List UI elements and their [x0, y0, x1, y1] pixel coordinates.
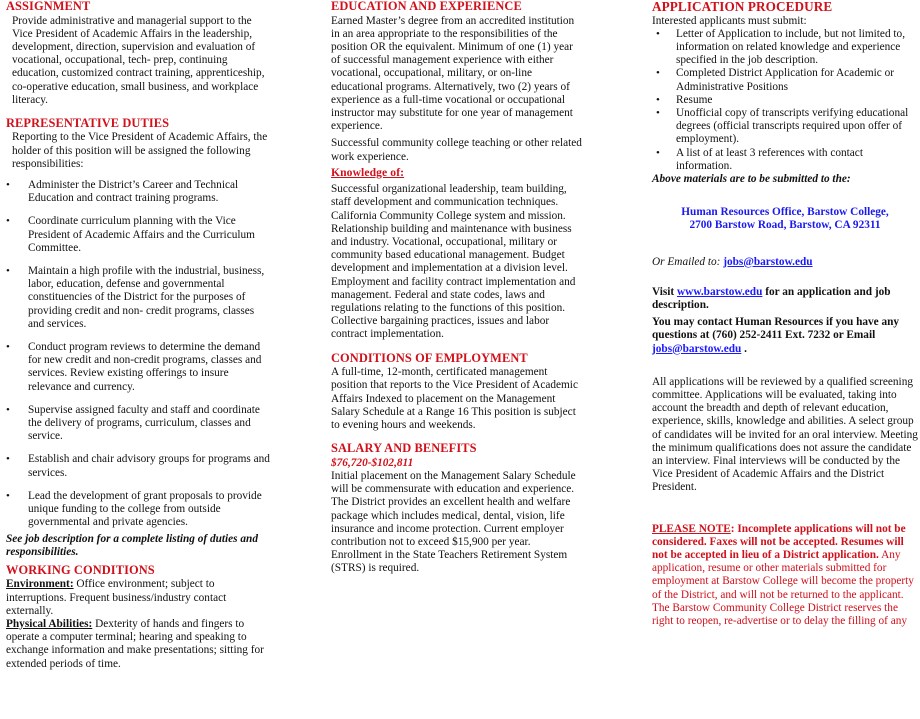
list-item: • Completed District Application for Academic or Administrative Positions: [652, 67, 918, 93]
physical-label: Physical Abilities:: [6, 618, 93, 631]
duties-note: See job description for a complete listing of duties and responsibilities.: [6, 532, 258, 558]
duties-intro: Reporting to the Vice President of Academic Affairs, the holder of this position will be assigned the following responsibilities:: [12, 131, 268, 170]
assignment-text: Provide administrative and managerial support to the Vice President of Academic Affairs in the leadership, development, direction, supervision and evaluation of vocational, occupational, tech- prep, continuing education, customized contract training, apprenticeship, co-operative education, small business, and workplace literacy.: [12, 14, 265, 106]
list-item: • Conduct program reviews to determine the demand for new credit and non-credit programs, classes and services. Review existing offerings to insure relevance and currency.: [6, 341, 272, 394]
procedure-list: [652, 28, 918, 173]
please-note-paragraph: [652, 523, 918, 629]
knowledge-heading: Knowledge of:: [331, 165, 405, 179]
list-item: • Unofficial copy of transcripts verifying educational degrees (official transcripts required upon offer of employment).: [652, 107, 918, 147]
column-middle: [331, 0, 583, 576]
duties-heading: REPRESENTATIVE DUTIES: [6, 115, 170, 130]
email-prefix: Or Emailed to:: [652, 255, 724, 268]
address-line-2: 2700 Barstow Road, Barstow, CA 92311: [689, 219, 881, 232]
submit-note: Above materials are to be submitted to the:: [652, 172, 851, 185]
assignment-heading: ASSIGNMENT: [6, 0, 91, 13]
visit-paragraph: [652, 286, 918, 312]
contact-paragraph: [652, 316, 918, 356]
list-item: • Letter of Application to include, but not limited to, information on related knowledge and experience specified in the job description.: [652, 28, 918, 68]
environment-label: Environment:: [6, 578, 74, 591]
visit-suffix: for an application and job description.: [652, 285, 891, 311]
please-note-text: Any application, resume or other materials submitted for employment at Barstow College will become the property of the District, and will not be returned to the applicant. The Barstow Community College District reserves the right to reopen, re-advertise or to delay the filling of any: [652, 549, 914, 628]
website-link[interactable]: www.barstow.edu: [677, 285, 763, 298]
list-item: • Lead the development of grant proposals to provide unique funding to the college from outside governmental and private agencies.: [6, 490, 272, 530]
salary-text: Initial placement on the Management Salary Schedule will be commensurate with education and experience. The District provides an excellent health and welfare package which includes medical, dental, vision, life insurance and income protection. Current employer contribution not to exceed $15,900 per year. Enrollment in the State Teachers Retirement System (STRS) is required.: [331, 469, 576, 575]
education-heading: EDUCATION AND EXPERIENCE: [331, 0, 522, 13]
education-text: Earned Master’s degree from an accredited institution in an area appropriate to the responsibilities of the position OR the equivalent. Minimum of one (1) year of successful management experience with either vocational, occupational, military, or on-line educational programs. Alternatively, two (2) years of experience as a full-time vocational or occupational instructor may substitute for one year of management experience.: [331, 14, 575, 133]
salary-heading: SALARY AND BENEFITS: [331, 441, 477, 456]
contact-text: You may contact Human Resources if you have any questions at (760) 252-2411 Ext. 7232 or Email: [652, 316, 900, 342]
contact-email-link[interactable]: jobs@barstow.edu: [652, 342, 742, 355]
column-right: [652, 0, 918, 628]
address-line-1: Human Resources Office, Barstow College,: [681, 206, 889, 219]
list-item: • Supervise assigned faculty and staff and coordinate the delivery of programs, curriculum, classes and service.: [6, 404, 272, 444]
salary-range: $76,720-$102,811: [331, 456, 414, 469]
physical-text: Dexterity of hands and fingers to operate a computer terminal; hearing and speaking to exchange information and make presentations; sitting for extended periods of time.: [6, 618, 264, 670]
duties-list: [6, 179, 272, 529]
conditions-text: A full-time, 12-month, certificated management position that reports to the Vice President of Academic Affairs Indexed to placement on the Management Salary Schedule at a Range 16 This position is subject to evening hours and weekends.: [331, 366, 578, 431]
conditions-heading: CONDITIONS OF EMPLOYMENT: [331, 350, 528, 365]
email-link[interactable]: jobs@barstow.edu: [723, 255, 813, 268]
procedure-intro: Interested applicants must submit:: [652, 14, 807, 27]
knowledge-text: Successful organizational leadership, team building, staff development and communication techniques. California Community College system and mission. Relationship building and maintenance with business and industry. Vocational, occupational, military or community based educational management. Budget development and implementation at a division level. Employment and facility contract implementation and management. Federal and state codes, laws and regulations relating to the functions of this position. Collective bargaining practices, issues and labor contract implementation.: [331, 183, 576, 341]
please-note-bold: Incomplete applications will not be considered. Faxes will not be accepted. Resumes will not be accepted in lieu of a District application.: [652, 522, 906, 561]
list-item: • Administer the District’s Career and Technical Education and contract training programs.: [6, 179, 272, 205]
list-item: • Resume: [652, 94, 918, 107]
education-text-2: Successful community college teaching or other related work experience.: [331, 137, 582, 163]
list-item: • A list of at least 3 references with contact information.: [652, 147, 918, 173]
email-paragraph: [652, 256, 918, 269]
contact-end: .: [741, 342, 747, 355]
list-item: • Maintain a high profile with the industrial, business, labor, education, defense and governmental constituencies of the District for the purposes of providing credit and non- credit programs, classes and services.: [6, 265, 272, 331]
please-note-colon: :: [730, 522, 738, 535]
please-note-label: PLEASE NOTE: [652, 522, 731, 535]
environment-paragraph: [6, 578, 272, 618]
procedure-heading: APPLICATION PROCEDURE: [652, 0, 833, 14]
environment-text: Office environment; subject to interruptions. Frequent business/industry contact externally.: [6, 578, 227, 617]
physical-paragraph: [6, 618, 272, 671]
review-text: All applications will be reviewed by a qualified screening committee. Applications will be evaluated, taking into account the breadth and depth of relevant education, experience, skills, knowledge and abilities. A select group of candidates will be invited for an oral interview. Meeting the minimum qualifications does not assure the candidate an interview. Final interviews will be conducted by the Vice President of Academic Affairs and the District President.: [652, 375, 918, 494]
working-heading: WORKING CONDITIONS: [6, 562, 155, 577]
column-left: [6, 0, 272, 671]
list-item: • Establish and chair advisory groups for programs and services.: [6, 453, 272, 479]
list-item: • Coordinate curriculum planning with the Vice President of Academic Affairs and the Curriculum Committee.: [6, 215, 272, 255]
visit-prefix: Visit: [652, 285, 677, 298]
